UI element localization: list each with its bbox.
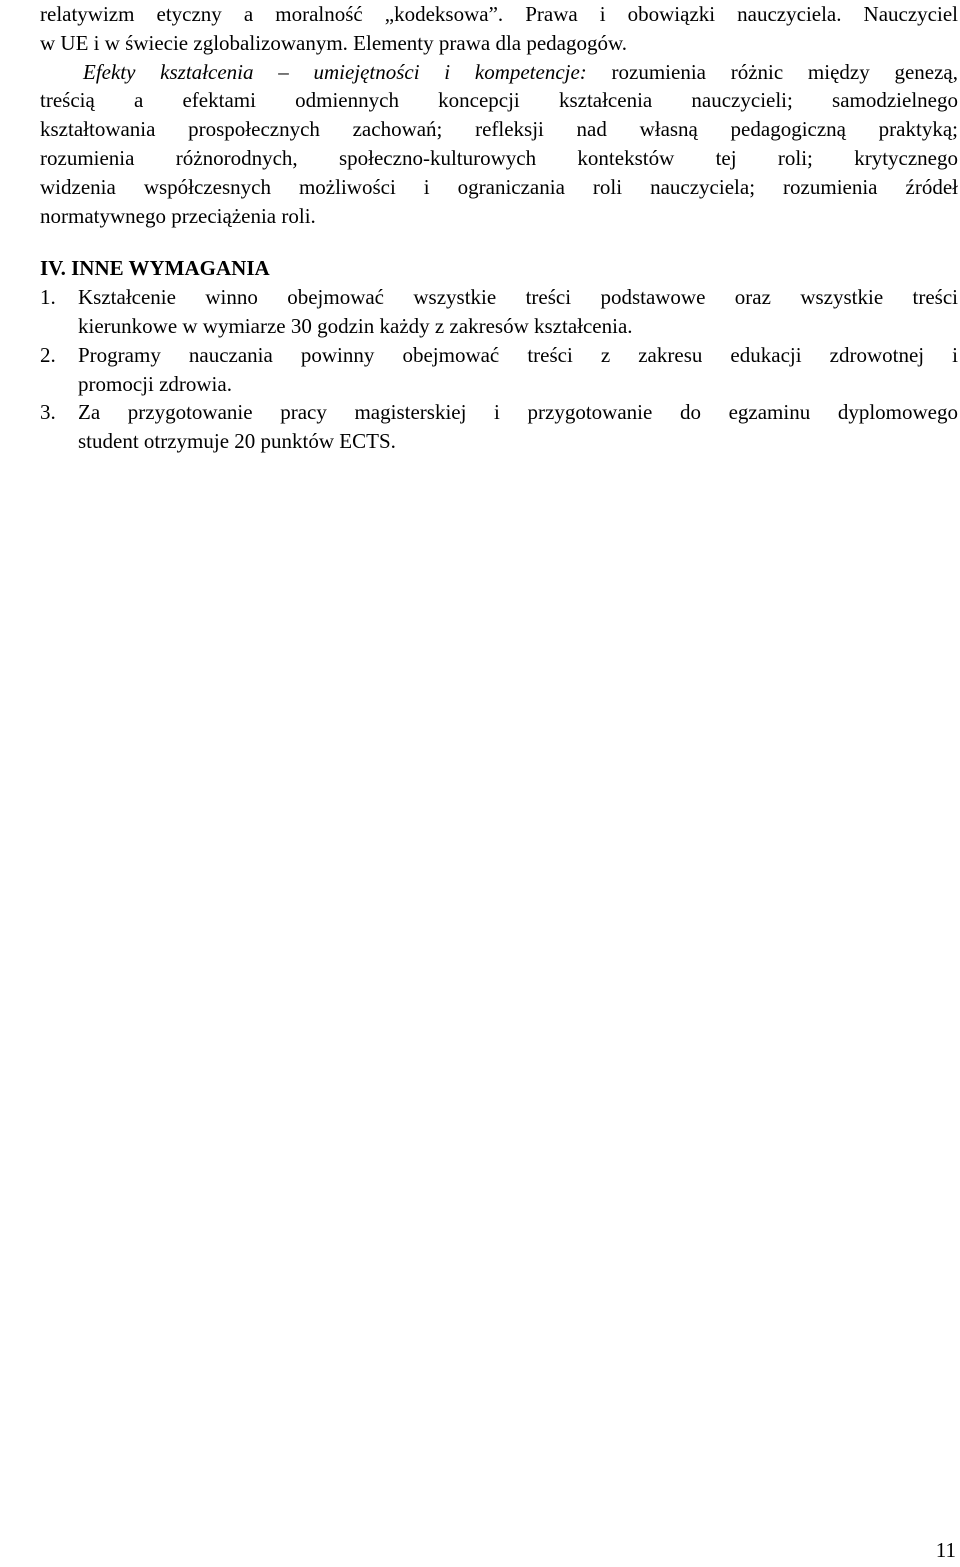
learning-effects-line: rozumienia różnorodnych, społeczno-kulturowych kontekstów tej roli; krytycznego (40, 145, 958, 170)
requirement-line: promocji zdrowia. (78, 371, 232, 396)
intro-line: relatywizm etyczny a moralność „kodeksowa”. Prawa i obowiązki nauczyciela. Nauczyciel (40, 2, 958, 26)
learning-effects-first-line (40, 58, 958, 87)
requirement-number: 1. (40, 285, 56, 310)
requirements-list (40, 283, 958, 456)
requirement-line: Kształcenie winno obejmować wszystkie treści podstawowe oraz wszystkie treści (78, 285, 958, 310)
learning-effects-line: treścią a efektami odmiennych koncepcji kształcenia nauczycieli; samodzielnego (40, 88, 958, 113)
learning-effects-text: rozumienia różnic między genezą, (586, 59, 958, 84)
requirement-line: kierunkowe w wymiarze 30 godzin każdy z zakresów kształcenia. (78, 313, 633, 338)
requirement-line: student otrzymuje 20 punktów ECTS. (78, 429, 396, 454)
learning-effects-line: widzenia współczesnych możliwości i ograniczania roli nauczyciela; rozumienia źródeł (40, 174, 958, 199)
requirement-line: Za przygotowanie pracy magisterskiej i przygotowanie do egzaminu dyplomowego (78, 400, 958, 425)
learning-effects-paragraph (40, 58, 958, 231)
section-heading: IV. INNE WYMAGANIA (40, 256, 270, 281)
requirement-item (40, 341, 958, 399)
learning-effects-line: kształtowania prospołecznych zachowań; refleksji nad własną pedagogiczną praktyką; (40, 117, 958, 142)
requirement-line: Programy nauczania powinny obejmować treści z zakresu edukacji zdrowotnej i (78, 342, 958, 367)
requirement-item (40, 283, 958, 341)
learning-effects-line: normatywnego przeciążenia roli. (40, 203, 316, 228)
learning-effects-label: Efekty kształcenia – umiejętności i kompetencje: (83, 59, 587, 84)
requirement-item (40, 398, 958, 456)
requirement-number: 2. (40, 342, 56, 367)
intro-paragraph (40, 0, 958, 58)
page-number: 11 (935, 1538, 956, 1563)
document-page (40, 0, 958, 456)
requirement-number: 3. (40, 400, 56, 425)
intro-line: w UE i w świecie zglobalizowanym. Elementy prawa dla pedagogów. (40, 30, 628, 55)
